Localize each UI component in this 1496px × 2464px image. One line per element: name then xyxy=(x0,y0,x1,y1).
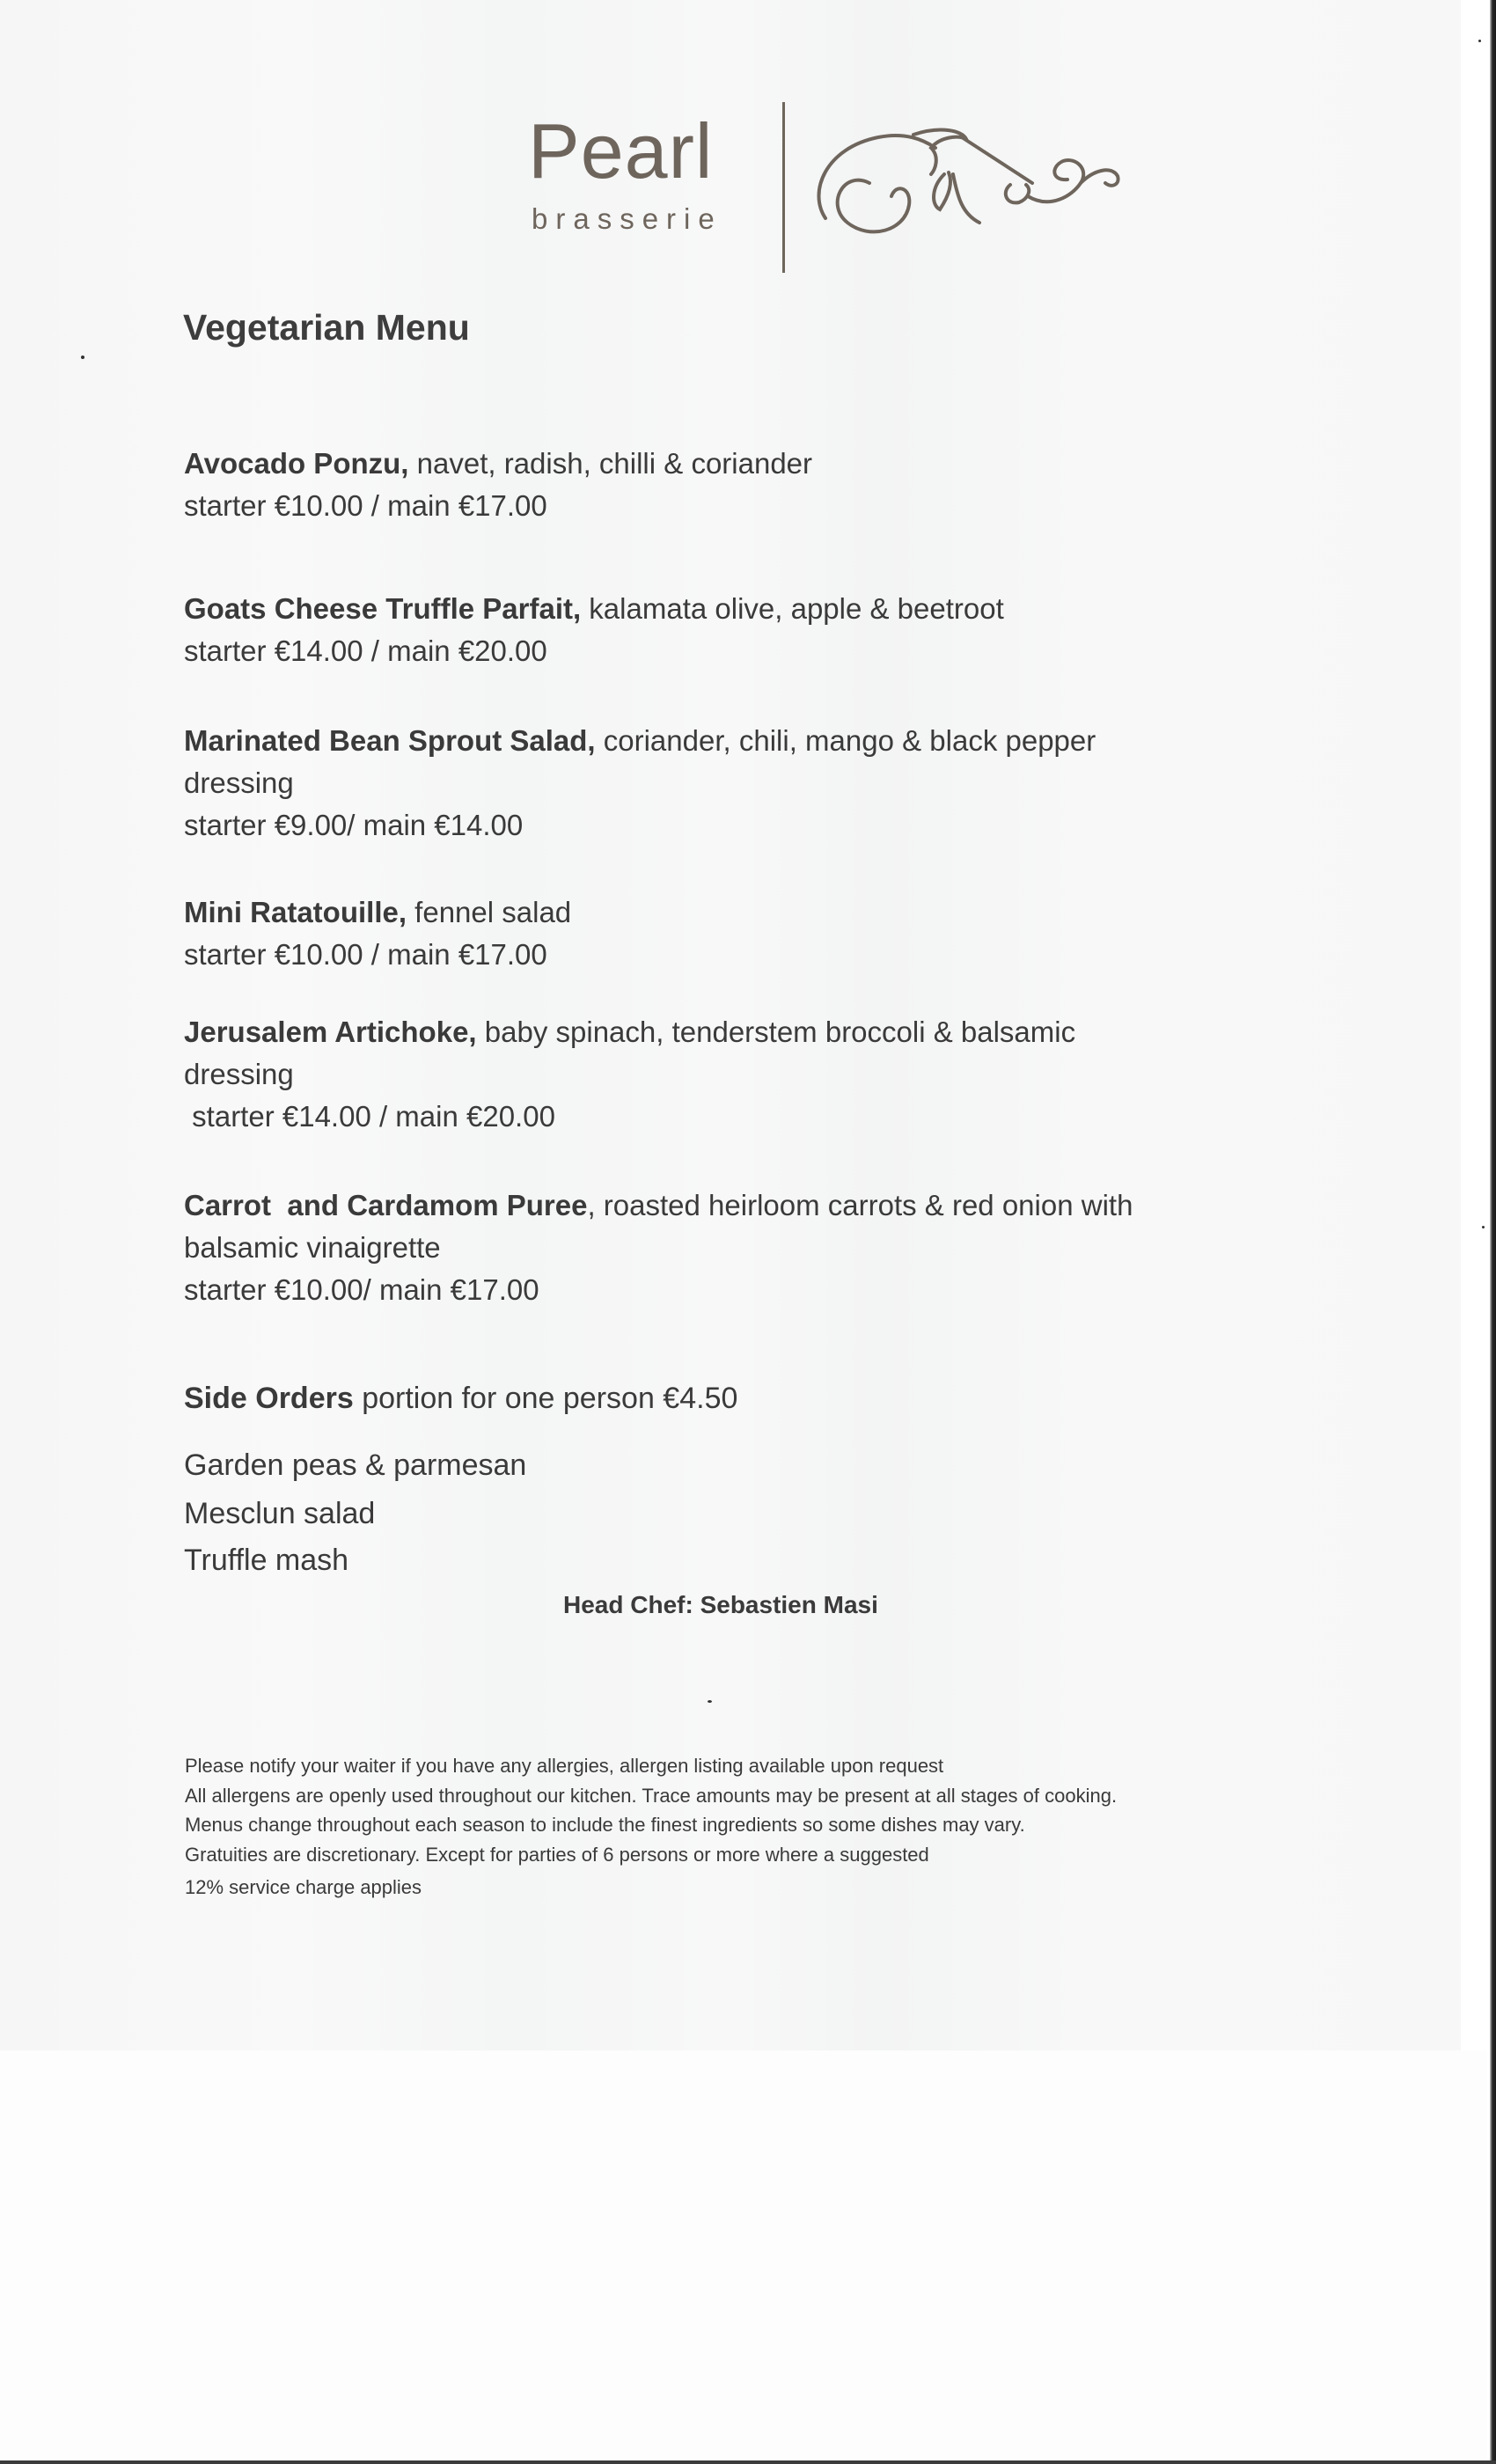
head-chef-credit: Head Chef: Sebastien Masi xyxy=(563,1591,878,1618)
dish-price: starter €10.00/ main €17.00 xyxy=(184,1273,539,1306)
scanner-edge-bottom xyxy=(0,2460,1496,2464)
dish-description-cont: balsamic vinaigrette xyxy=(184,1231,441,1264)
logo-divider xyxy=(782,102,785,273)
dish-item xyxy=(184,891,571,976)
logo-subtitle: brasserie xyxy=(532,202,722,235)
side-orders-note: portion for one person €4.50 xyxy=(353,1382,738,1415)
dish-item xyxy=(184,1011,1075,1138)
side-item: Truffle mash xyxy=(184,1544,349,1577)
dish-price: starter €10.00 / main €17.00 xyxy=(184,938,547,971)
dish-description: , roasted heirloom carrots & red onion with xyxy=(587,1189,1133,1221)
dish-name: Marinated Bean Sprout Salad, xyxy=(184,724,596,757)
scan-speck xyxy=(708,1700,712,1703)
scanner-edge-right xyxy=(1490,0,1496,2464)
dish-price: starter €9.00/ main €14.00 xyxy=(184,809,524,841)
footer-notes xyxy=(185,1751,1117,1903)
dish-name: Jerusalem Artichoke, xyxy=(184,1016,477,1048)
menu-title: Vegetarian Menu xyxy=(183,307,470,348)
dish-description: kalamata olive, apple & beetroot xyxy=(581,592,1004,625)
service-charge-note: 12% service charge applies xyxy=(185,1876,422,1898)
side-item: Garden peas & parmesan xyxy=(184,1448,527,1482)
dish-name: Mini Ratatouille, xyxy=(184,896,407,928)
dish-price: starter €14.00 / main €20.00 xyxy=(184,634,547,667)
dish-name: Avocado Ponzu, xyxy=(184,447,409,480)
dish-description: navet, radish, chilli & coriander xyxy=(408,447,813,480)
gratuity-note: Gratuities are discretionary. Except for parties of 6 persons or more where a suggested xyxy=(185,1843,929,1866)
flourish-icon xyxy=(808,121,1126,241)
side-orders-heading xyxy=(184,1377,737,1419)
dish-item xyxy=(184,1184,1133,1311)
scan-speck xyxy=(1478,40,1481,42)
logo-name: Pearl xyxy=(528,107,714,194)
dish-description: fennel salad xyxy=(407,896,572,928)
dish-description: baby spinach, tenderstem broccoli & balsamic xyxy=(476,1016,1076,1048)
scan-speck xyxy=(81,356,84,359)
dish-item xyxy=(184,588,1004,672)
dish-description: coriander, chili, mango & black pepper xyxy=(595,724,1096,757)
dish-price: starter €10.00 / main €17.00 xyxy=(184,489,547,522)
dish-name: Carrot and Cardamom Puree xyxy=(184,1189,588,1221)
side-item: Mesclun salad xyxy=(184,1497,376,1530)
allergy-note: Please notify your waiter if you have any allergies, allergen listing available upon request xyxy=(185,1755,944,1777)
dish-description-cont: dressing xyxy=(184,1058,294,1090)
scanned-page-lower xyxy=(0,2050,1487,2464)
dish-item xyxy=(184,720,1096,847)
dish-item xyxy=(184,443,812,527)
side-orders-title: Side Orders xyxy=(184,1382,354,1415)
dish-name: Goats Cheese Truffle Parfait, xyxy=(184,592,582,625)
allergen-usage-note: All allergens are openly used throughout our kitchen. Trace amounts may be present at all stages of cooking. xyxy=(185,1784,1118,1807)
dish-price: starter €14.00 / main €20.00 xyxy=(184,1100,555,1133)
seasonal-menu-note: Menus change throughout each season to include the finest ingredients so some dishes may vary. xyxy=(185,1814,1025,1836)
scan-speck xyxy=(1482,1226,1485,1228)
dish-description-cont: dressing xyxy=(184,766,294,799)
